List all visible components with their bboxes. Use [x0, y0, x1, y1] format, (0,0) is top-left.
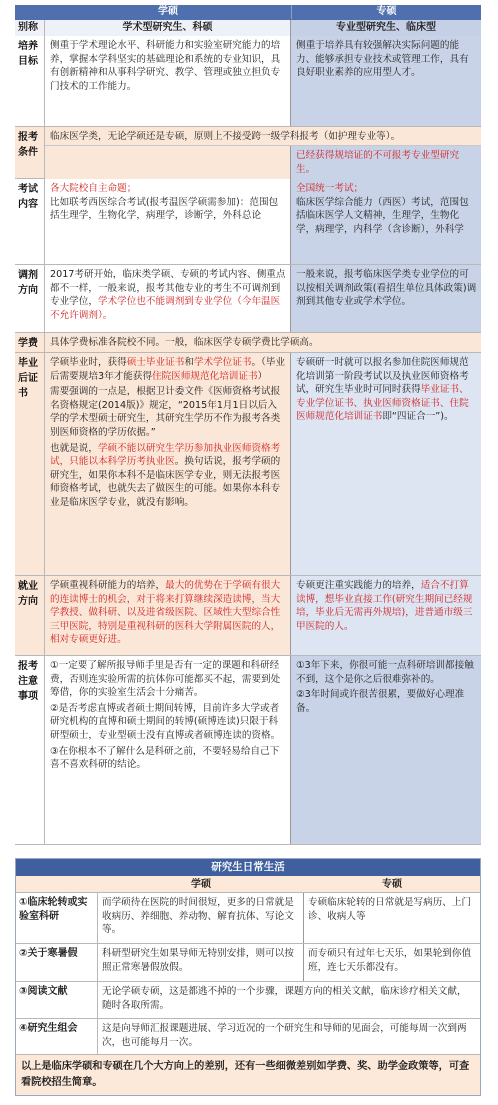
training-professional: 侧重于培养具有较强解决实际问题的能力、能够承担专业技术或管理工作，具有良好职业素养的应用型人才。	[291, 36, 481, 126]
cert-text-6: 。换句话说，报考学硕的研究生，如果你本科不是临床医学专业，则无法报考医师资格考试，也就失去了做医生的可能。如果你本科专业是临床医学专业，就没有影响。	[50, 456, 281, 509]
exam-professional-lead: 全国统一考试；	[296, 183, 364, 194]
header-blank	[15, 5, 45, 19]
apply-label: 报考条件	[15, 127, 45, 178]
header-academic: 学硕	[158, 6, 178, 17]
job-professional	[291, 576, 481, 655]
notes-a2: ②是否考虑直博或者硕士期间转博，目前许多大学或者研究机构的直博和硕士期间的转博(硕博连读)只限于科研型硕士，专业型硕士没有直博或者硕博连读的资格。	[50, 702, 281, 742]
job-prof-text: 专硕更注重实践能力的培养，	[296, 580, 421, 591]
adjust-academic-warning: 学术学位也不能调剂到专业学位（今年温医不允许调剂）。	[50, 296, 281, 321]
notes-a3: ③在你根本不了解什么是科研之前，不要轻易给自己下喜不喜欢科研的结论。	[50, 745, 280, 771]
daily-life-header	[16, 876, 480, 893]
job-prof-advantage: 适合不打算读博，想毕业直接工作(研究生期间已经规培，毕业后无需再外规培)，进普通市级三甲医院的人。	[296, 580, 473, 632]
daily-row-academic: 科研型研究生如果导师无特别安排，则可以按照正常寒暑假放假。	[98, 944, 304, 981]
job-academic-text: 学硕重视科研能力的培养，	[50, 580, 166, 591]
cert-degree: 学术学位证书	[193, 357, 252, 368]
daily-header-academic: 学硕	[191, 879, 211, 890]
apply-academic-empty	[45, 146, 291, 179]
daily-row	[16, 944, 480, 982]
daily-row	[16, 1019, 480, 1055]
exam-academic-body: 比如联考西医综合考试(报考温医学硕需参加)：范围包括生理学，生物化学，病理学，诊断学，外科总论	[50, 196, 279, 222]
exam-professional-body: 临床医学综合能力（西医）考试，范围包括临床医学人文精神，生理学，生物化学，病理学，内科学（含诊断），外科学	[296, 196, 469, 235]
alias-professional: 专业型研究生、临床型	[291, 20, 481, 36]
adjust-professional: 一般来说，报考临床医学类专业学位的可以按相关调剂政策(看招生单位具体政策)调剂到其他专业或学术学位。	[291, 265, 481, 332]
cert-prof-text: 专硕研一时就可以报名参加住院医师规范化培训第一阶段考试以及执业医师资格考试，研究生毕业时可同时获得	[296, 357, 469, 396]
notes-b1: ①3年下来，你很可能一点科研培训都接触不到，这个是你之后很难弥补的。	[296, 660, 474, 685]
cert-label: 毕业后证书	[15, 353, 45, 575]
daily-row-label: ②关于寒暑假	[16, 944, 98, 981]
cert-academic	[45, 353, 291, 575]
daily-row	[16, 982, 480, 1019]
cert-diploma: 硕士毕业证书	[126, 357, 185, 368]
exam-row	[15, 179, 481, 265]
notes-row	[15, 656, 481, 845]
daily-row-label: ①临床轮转或实验室科研	[16, 893, 98, 943]
alias-academic: 学术型研究生、科硕	[45, 20, 291, 36]
job-academic	[45, 576, 291, 655]
adjust-row	[15, 265, 481, 333]
training-academic: 侧重于学术理论水平、科研能力和实验室研究能力的培养，掌握本学科坚实的基础理论和系统的专业知识，具有创新精神和从事科学研究、教学、管理或独立担负专门技术的工作能力。	[45, 36, 291, 126]
notes-professional	[291, 656, 481, 844]
daily-row-common: 无论学硕专硕，这是都逃不掉的一个步骤，课题方向的相关文献，临床诊疗相关文献，随时各取所需。	[102, 986, 467, 1011]
header-professional: 专硕	[291, 5, 481, 19]
table-header	[15, 5, 481, 19]
cert-academic-p1	[50, 356, 286, 383]
daily-row-label: ③阅读文献	[16, 982, 98, 1018]
adjust-label: 调剂方向	[15, 265, 45, 332]
training-label: 培养目标	[15, 36, 45, 126]
exam-academic-lead: 各大院校自主命题；	[50, 183, 137, 194]
daily-row-professional: 而专硕只有过年七天乐，如果轮到你值班，连七天乐都没有。	[308, 948, 472, 973]
daily-row-academic: 而学硕待在医院的时间很短，更多的日常就是收病历、养细胞、养动物、解育抗体、写论文等。	[98, 893, 304, 943]
daily-row-professional: 专硕临床轮转的日常就是写病历、上门诊、收病人等	[308, 897, 472, 922]
notes-academic	[45, 656, 291, 844]
daily-row-common: 这是向导师汇报课题进展、学习近况的一个研究生和导师的见面会，可能每周一次到两次，也可能每月一次。	[102, 1023, 467, 1048]
alias-row	[15, 19, 481, 36]
apply-professional: 已经获得规培证的不可报考专业型研究生。	[291, 146, 481, 179]
cert-academic-p3	[50, 442, 286, 510]
daily-header-blank	[16, 876, 98, 892]
daily-header-professional: 专硕	[382, 879, 402, 890]
alias-label: 别称	[15, 20, 45, 36]
exam-professional	[291, 179, 481, 264]
training-row	[15, 36, 481, 127]
job-row	[15, 576, 481, 656]
daily-life-footer: 以上是临床学硕和专硕在几个大方向上的差别，还有一些细微差别如学费、奖、助学金政策等，可查看院校招生简章。	[16, 1055, 480, 1095]
daily-row	[16, 893, 480, 944]
cert-row	[15, 353, 481, 576]
cert-text-3: 。（毕业后需要规培3年才能获得	[50, 357, 286, 382]
daily-life-title: 研究生日常生活	[16, 859, 480, 876]
exam-label: 考试内容	[15, 179, 45, 264]
daily-row-label: ④研究生组会	[16, 1019, 98, 1054]
apply-row	[15, 127, 481, 179]
apply-common: 临床医学类，无论学硕还是专硕，原则上不接受跨一级学科报考（如护理专业等）。	[45, 127, 481, 146]
cert-text-5: 也就是说，	[50, 442, 98, 454]
adjust-academic	[45, 265, 291, 332]
cert-text-2: 和	[184, 357, 194, 368]
notes-label: 报考注意事项	[15, 656, 45, 844]
cert-text-1: 学硕毕业时，获得	[50, 357, 127, 368]
cert-prof-end: 即“四证合一”)。	[382, 411, 454, 423]
fee-row	[15, 333, 481, 353]
adjust-academic-text: 2017考研开始，临床类学硕、专硕的考试内容、侧重点都不一样，一般来说，报考其他专业的考生不可调剂到专业学位，	[50, 269, 286, 308]
cert-text-4: ）	[257, 370, 268, 382]
cert-residency: 住院医师规范化培训证书	[152, 370, 258, 382]
cert-academic-warning: 学硕不能以研究生学历参加执业医师资格考试，只能以本科学历考执业医	[50, 442, 281, 468]
cert-professional	[291, 353, 481, 575]
exam-academic	[45, 179, 291, 264]
job-academic-advantage: 最大的优势在于学硕有很大的连读博士的机会，对于将来打算继续深造读博，当大学教授、做科研、以及进省级医院、区域性大型综合性三甲医院，特别是重视科研的医科大学附属医院的人，相对专硕更好进。	[50, 580, 281, 646]
cert-academic-p2: 需要强调的一点是，根据卫计委文件《医师资格考试报名资格规定(2014版)》规定，“2015年1月1日以后入学的学术型硕士研究生，其研究生学历不作为报考各类别医师资格的学历依据。”	[50, 386, 281, 439]
cert-prof-four: 毕业证书、专业学位证书、执业医师资格证书、住院医师规范化培训证书	[296, 384, 469, 423]
notes-b2: ②3年时间或许很苦很累，要做好心理准备。	[296, 689, 465, 714]
job-label: 就业方向	[15, 576, 45, 655]
fee-text: 具体学费标准各院校不同。一般，临床医学专硕学费比学硕高。	[45, 333, 481, 352]
comparison-table	[15, 5, 481, 845]
daily-life-table	[15, 858, 481, 1096]
notes-a1: ①一定要了解所报导师手里是否有一定的课题和科研经费，否则连实验所需的抗体你可能都买不起，需要到处筹借，你的实验室生活会十分痛苦。	[50, 660, 281, 699]
fee-label: 学费	[15, 333, 45, 352]
